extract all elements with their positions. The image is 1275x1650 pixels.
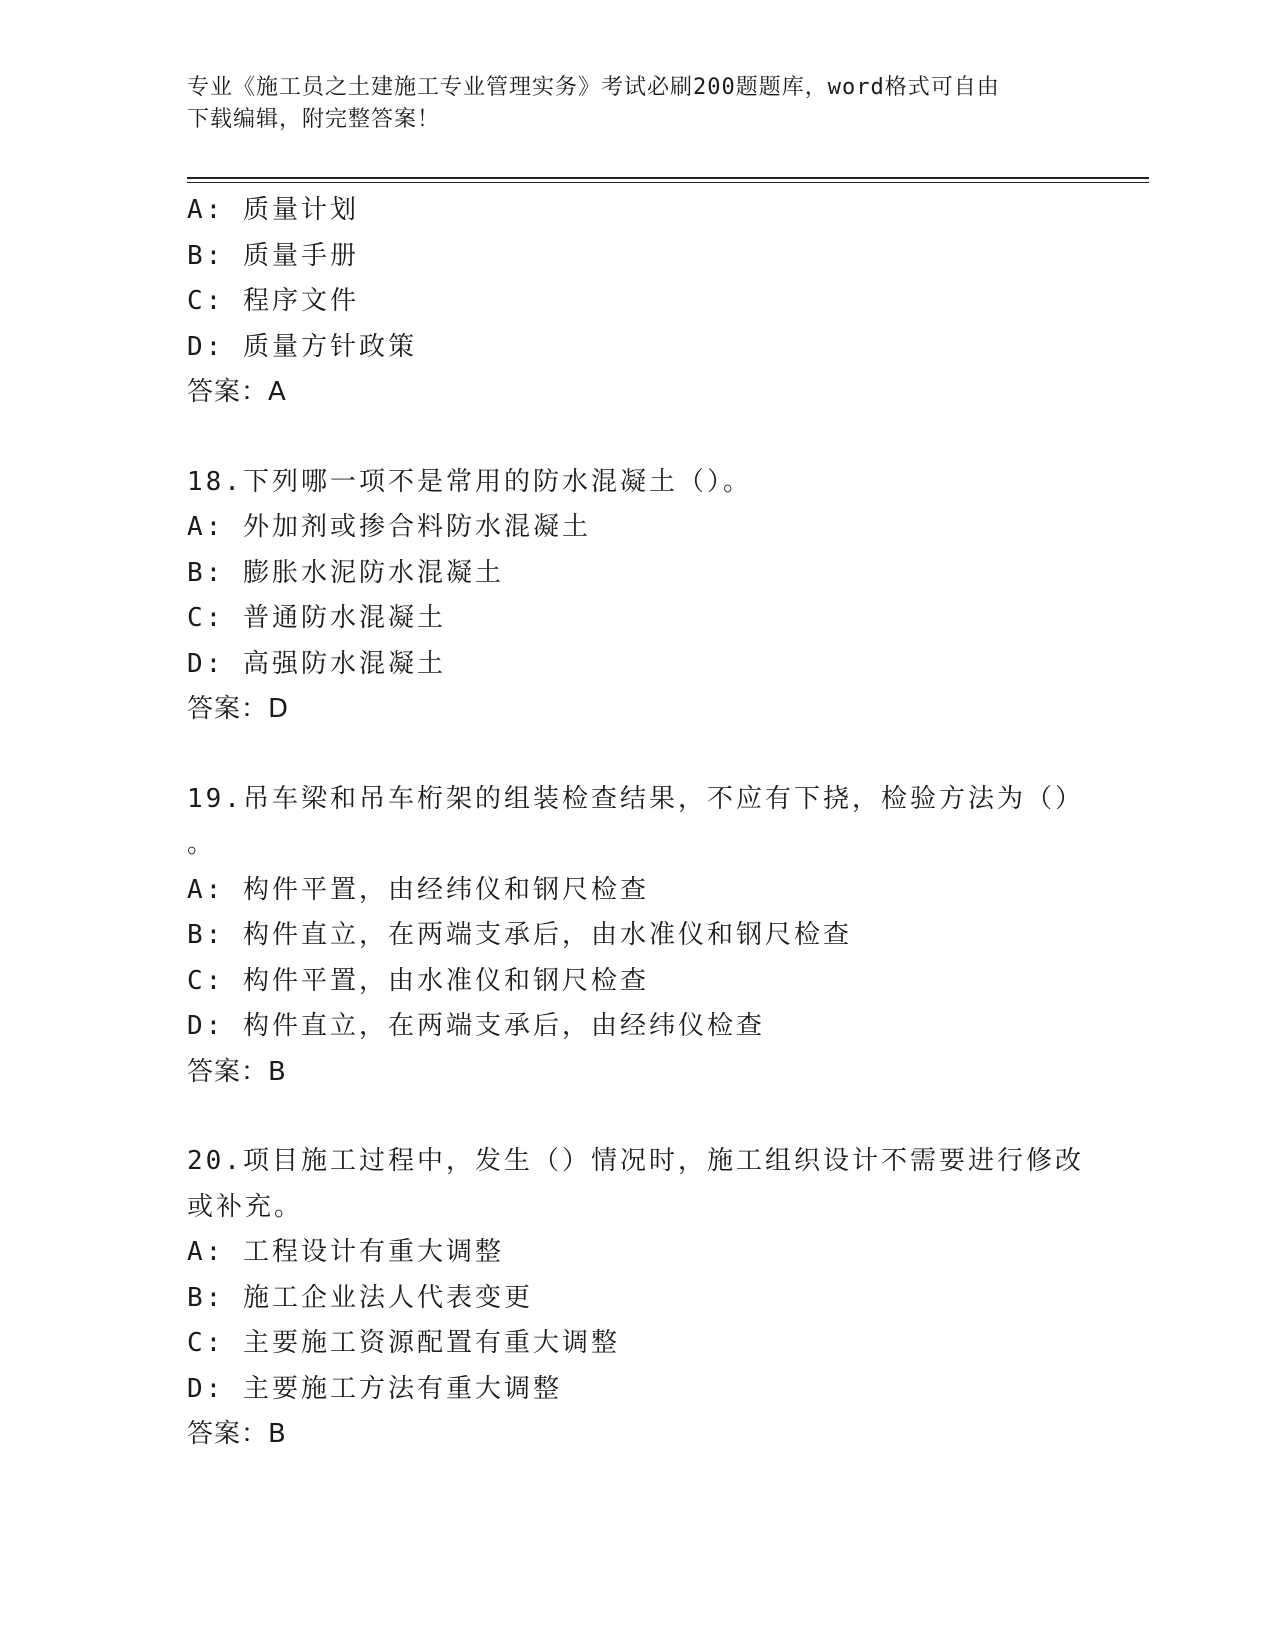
header-line-2: 下载编辑，附完整答案！ [187,107,441,132]
question-text: 18.下列哪一项不是常用的防水混凝土（）。 [187,466,752,497]
option-d: D: 构件直立，在两端支承后，由经纬仪检查 [187,1011,765,1041]
header-line-1: 专业《施工员之土建施工专业管理实务》考试必刷200题题库，word格式可自由 [187,75,1000,100]
question-text-line-1: 20.项目施工过程中，发生（）情况时，施工组织设计不需要进行修改 [187,1146,1084,1176]
document-header [187,72,1087,136]
option-a: A: 构件平置，由经纬仪和钢尺检查 [187,874,649,905]
answer-line: 答案：D [187,694,290,724]
question-block-19 [187,777,1087,1096]
option-c: C: 程序文件 [187,286,359,316]
option-a: A: 外加剂或掺合料防水混凝土 [187,512,591,542]
option-b: B: 膨胀水泥防水混凝土 [187,557,504,588]
question-list [187,188,1087,1458]
option-a: A: 工程设计有重大调整 [187,1237,504,1267]
option-c: C: 构件平置，由水准仪和钢尺检查 [187,965,649,996]
option-d: D: 高强防水混凝土 [187,648,446,679]
header-divider-thin [187,182,1149,183]
option-d: D: 质量方针政策 [187,331,417,362]
question-block-17 [187,188,1087,416]
question-block-18 [187,460,1087,733]
question-text-line-2: 或补充。 [187,1191,304,1222]
answer-line: 答案：B [187,1056,287,1087]
question-text-line-1: 19.吊车梁和吊车桁架的组装检查结果，不应有下挠，检验方法为（） [187,783,1084,814]
question-text-line-2: 。 [187,829,217,859]
option-b: B: 施工企业法人代表变更 [187,1282,533,1313]
option-d: D: 主要施工方法有重大调整 [187,1373,562,1404]
option-b: B: 构件直立，在两端支承后，由水准仪和钢尺检查 [187,920,852,950]
answer-line: 答案：B [187,1419,287,1449]
header-divider-thick [187,177,1149,179]
answer-line: 答案：A [187,377,287,407]
option-c: C: 普通防水混凝土 [187,603,446,633]
option-a: A: 质量计划 [187,195,359,225]
option-b: B: 质量手册 [187,240,359,271]
question-block-20 [187,1139,1087,1458]
option-c: C: 主要施工资源配置有重大调整 [187,1328,620,1358]
